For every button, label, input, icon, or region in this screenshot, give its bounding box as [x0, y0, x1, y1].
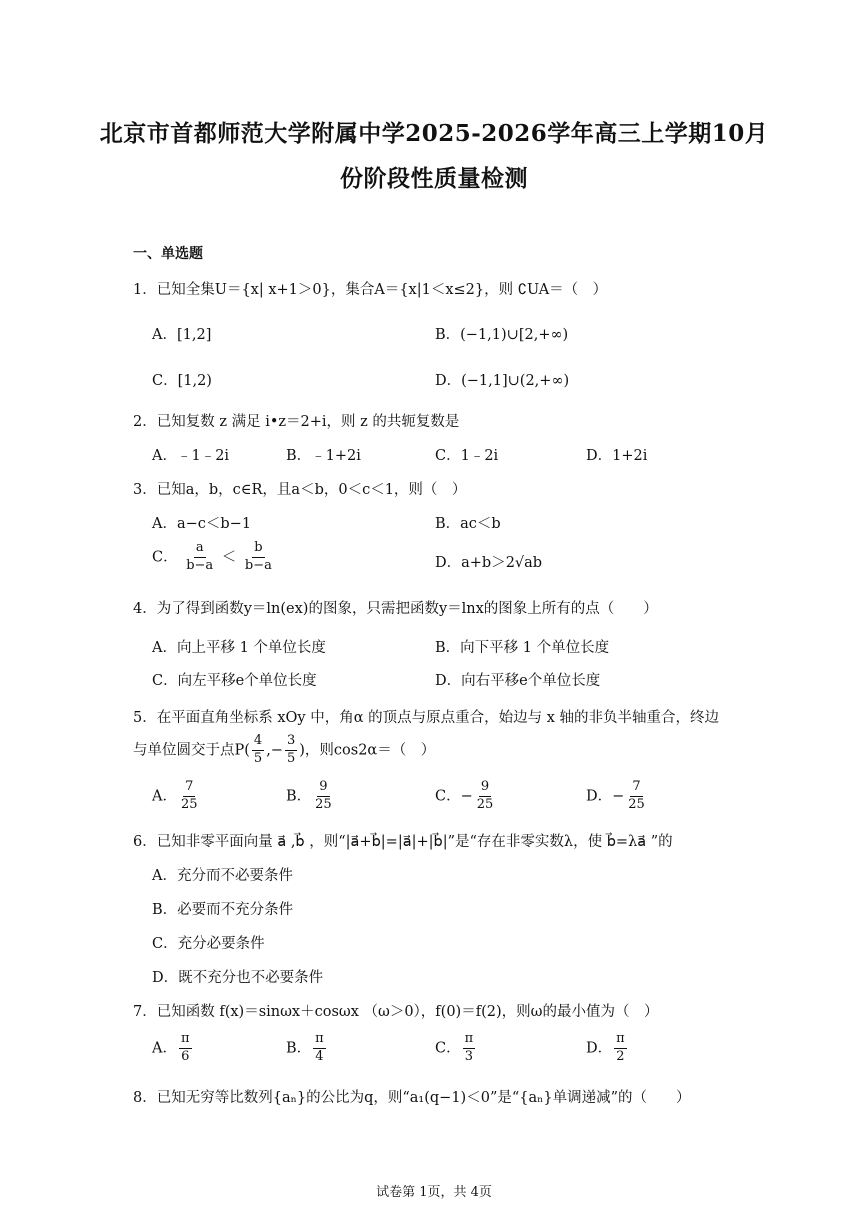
option-d: D．1+2i [586, 448, 648, 464]
question-stem: 2．已知复数 z 满足 i•z＝2+i，则 z 的共轭复数是 [133, 414, 460, 430]
question-stem: 7．已知函数 f(x)＝sinωx＋cosωx （ω＞0），f(0)＝f(2)，则ω的最小值为（ ） [133, 1004, 659, 1020]
option-a: A． $\frac{7}{25}$ [152, 779, 198, 812]
option-b: B．﹣1+2i [286, 448, 361, 464]
option-c: C．− $\frac{9}{25}$ [435, 779, 494, 812]
option-c: C．[1,2) [152, 373, 212, 389]
option-c: C．1﹣2i [435, 448, 499, 464]
question-stem: 3．已知a，b，c∈R，且a＜b，0＜c＜1，则（ ） [133, 482, 467, 498]
fraction: $\frac{7}{25}$ [628, 779, 645, 812]
option-a: A．﹣1﹣2i [152, 448, 230, 464]
fraction: $\frac{3}{5}$ [286, 733, 296, 766]
option-c [152, 541, 276, 574]
fraction: $\frac{9}{25}$ [315, 779, 332, 812]
option-b: B．ac＜b [435, 516, 501, 532]
option-a: A．a−c＜b−1 [152, 516, 252, 532]
fraction: $\frac{\pi}{4}$ [315, 1031, 324, 1064]
option-d: D．向右平移e个单位长度 [435, 673, 601, 689]
question-stem: 6．已知非零平面向量 a⃗ ,b⃗ ，则“|a⃗+b⃗|=|a⃗|+|b⃗|”是“存在非零实数λ，使 b⃗=λa⃗ ”的 [133, 834, 673, 850]
option-a: A． $\frac{\pi}{6}$ [152, 1031, 190, 1064]
question-stem: 1．已知全集U＝{x| x+1＞0}，集合A＝{x|1＜x≤2}，则 ∁UA＝（ ） [133, 282, 608, 298]
option-b: B． $\frac{\pi}{4}$ [286, 1031, 324, 1064]
page-footer: 试卷第 1页，共 4页 [376, 1185, 492, 1200]
fraction: $\frac{\pi}{6}$ [180, 1031, 190, 1064]
fraction: $\frac{\pi}{3}$ [464, 1031, 474, 1064]
section-heading: 一、单选题 [133, 246, 203, 262]
option-c: C． $\frac{\pi}{3}$ [435, 1031, 474, 1064]
fraction [243, 541, 274, 574]
option-label: C． [152, 549, 178, 566]
option-d: D．a+b＞2√ab [435, 555, 543, 571]
fraction: $\frac{9}{25}$ [476, 779, 494, 812]
option-d: D．(−1,1]∪(2,+∞) [435, 373, 570, 389]
question-stem-line-1: 5．在平面直角坐标系 xOy 中，角α 的顶点与原点重合，始边与 x 轴的非负半轴重合，终边 [133, 710, 719, 726]
option-c: C．向左平移e个单位长度 [152, 673, 317, 689]
option-a: A．向上平移 1 个单位长度 [152, 640, 326, 656]
option-b: B．必要而不充分条件 [152, 902, 294, 918]
fraction: $\frac{\pi}{2}$ [616, 1031, 625, 1064]
option-b: B． $\frac{9}{25}$ [286, 779, 332, 812]
less-than: ＜ [221, 549, 237, 566]
option-d: D．− $\frac{7}{25}$ [586, 779, 645, 812]
question-stem: 8．已知无穷等比数列{aₙ}的公比为q，则“a₁(q−1)＜0”是“{aₙ}单调递减”的（ ） [133, 1090, 691, 1106]
fraction [184, 541, 215, 574]
numerator: b [252, 541, 264, 558]
option-b: B．向下平移 1 个单位长度 [435, 640, 610, 656]
denominator: b−a [244, 557, 272, 573]
question-stem: 4．为了得到函数y＝ln(ex)的图象，只需把函数y＝lnx的图象上所有的点（ ） [133, 601, 658, 617]
title-line-2: 份阶段性质量检测 [340, 165, 528, 192]
option-c: C．充分必要条件 [152, 936, 265, 952]
title-line-1: 北京市首都师范大学附属中学2025-2026学年高三上学期10月 [99, 120, 769, 147]
option-d: D． $\frac{\pi}{2}$ [586, 1031, 625, 1064]
fraction: $\frac{7}{25}$ [180, 779, 198, 812]
fraction: $\frac{4}{5}$ [253, 733, 263, 766]
option-b: B．(−1,1)∪[2,+∞) [435, 327, 569, 343]
denominator: b−a [186, 557, 214, 573]
option-d: D．既不充分也不必要条件 [152, 970, 324, 986]
option-a: A．[1,2] [152, 327, 212, 343]
numerator: a [194, 541, 206, 558]
question-stem-line-2: 与单位圆交于点P( $\frac{4}{5}$ ,− $\frac{3}{5}$ )，则cos2α＝（ ） [133, 733, 436, 766]
option-a: A．充分而不必要条件 [152, 868, 293, 884]
